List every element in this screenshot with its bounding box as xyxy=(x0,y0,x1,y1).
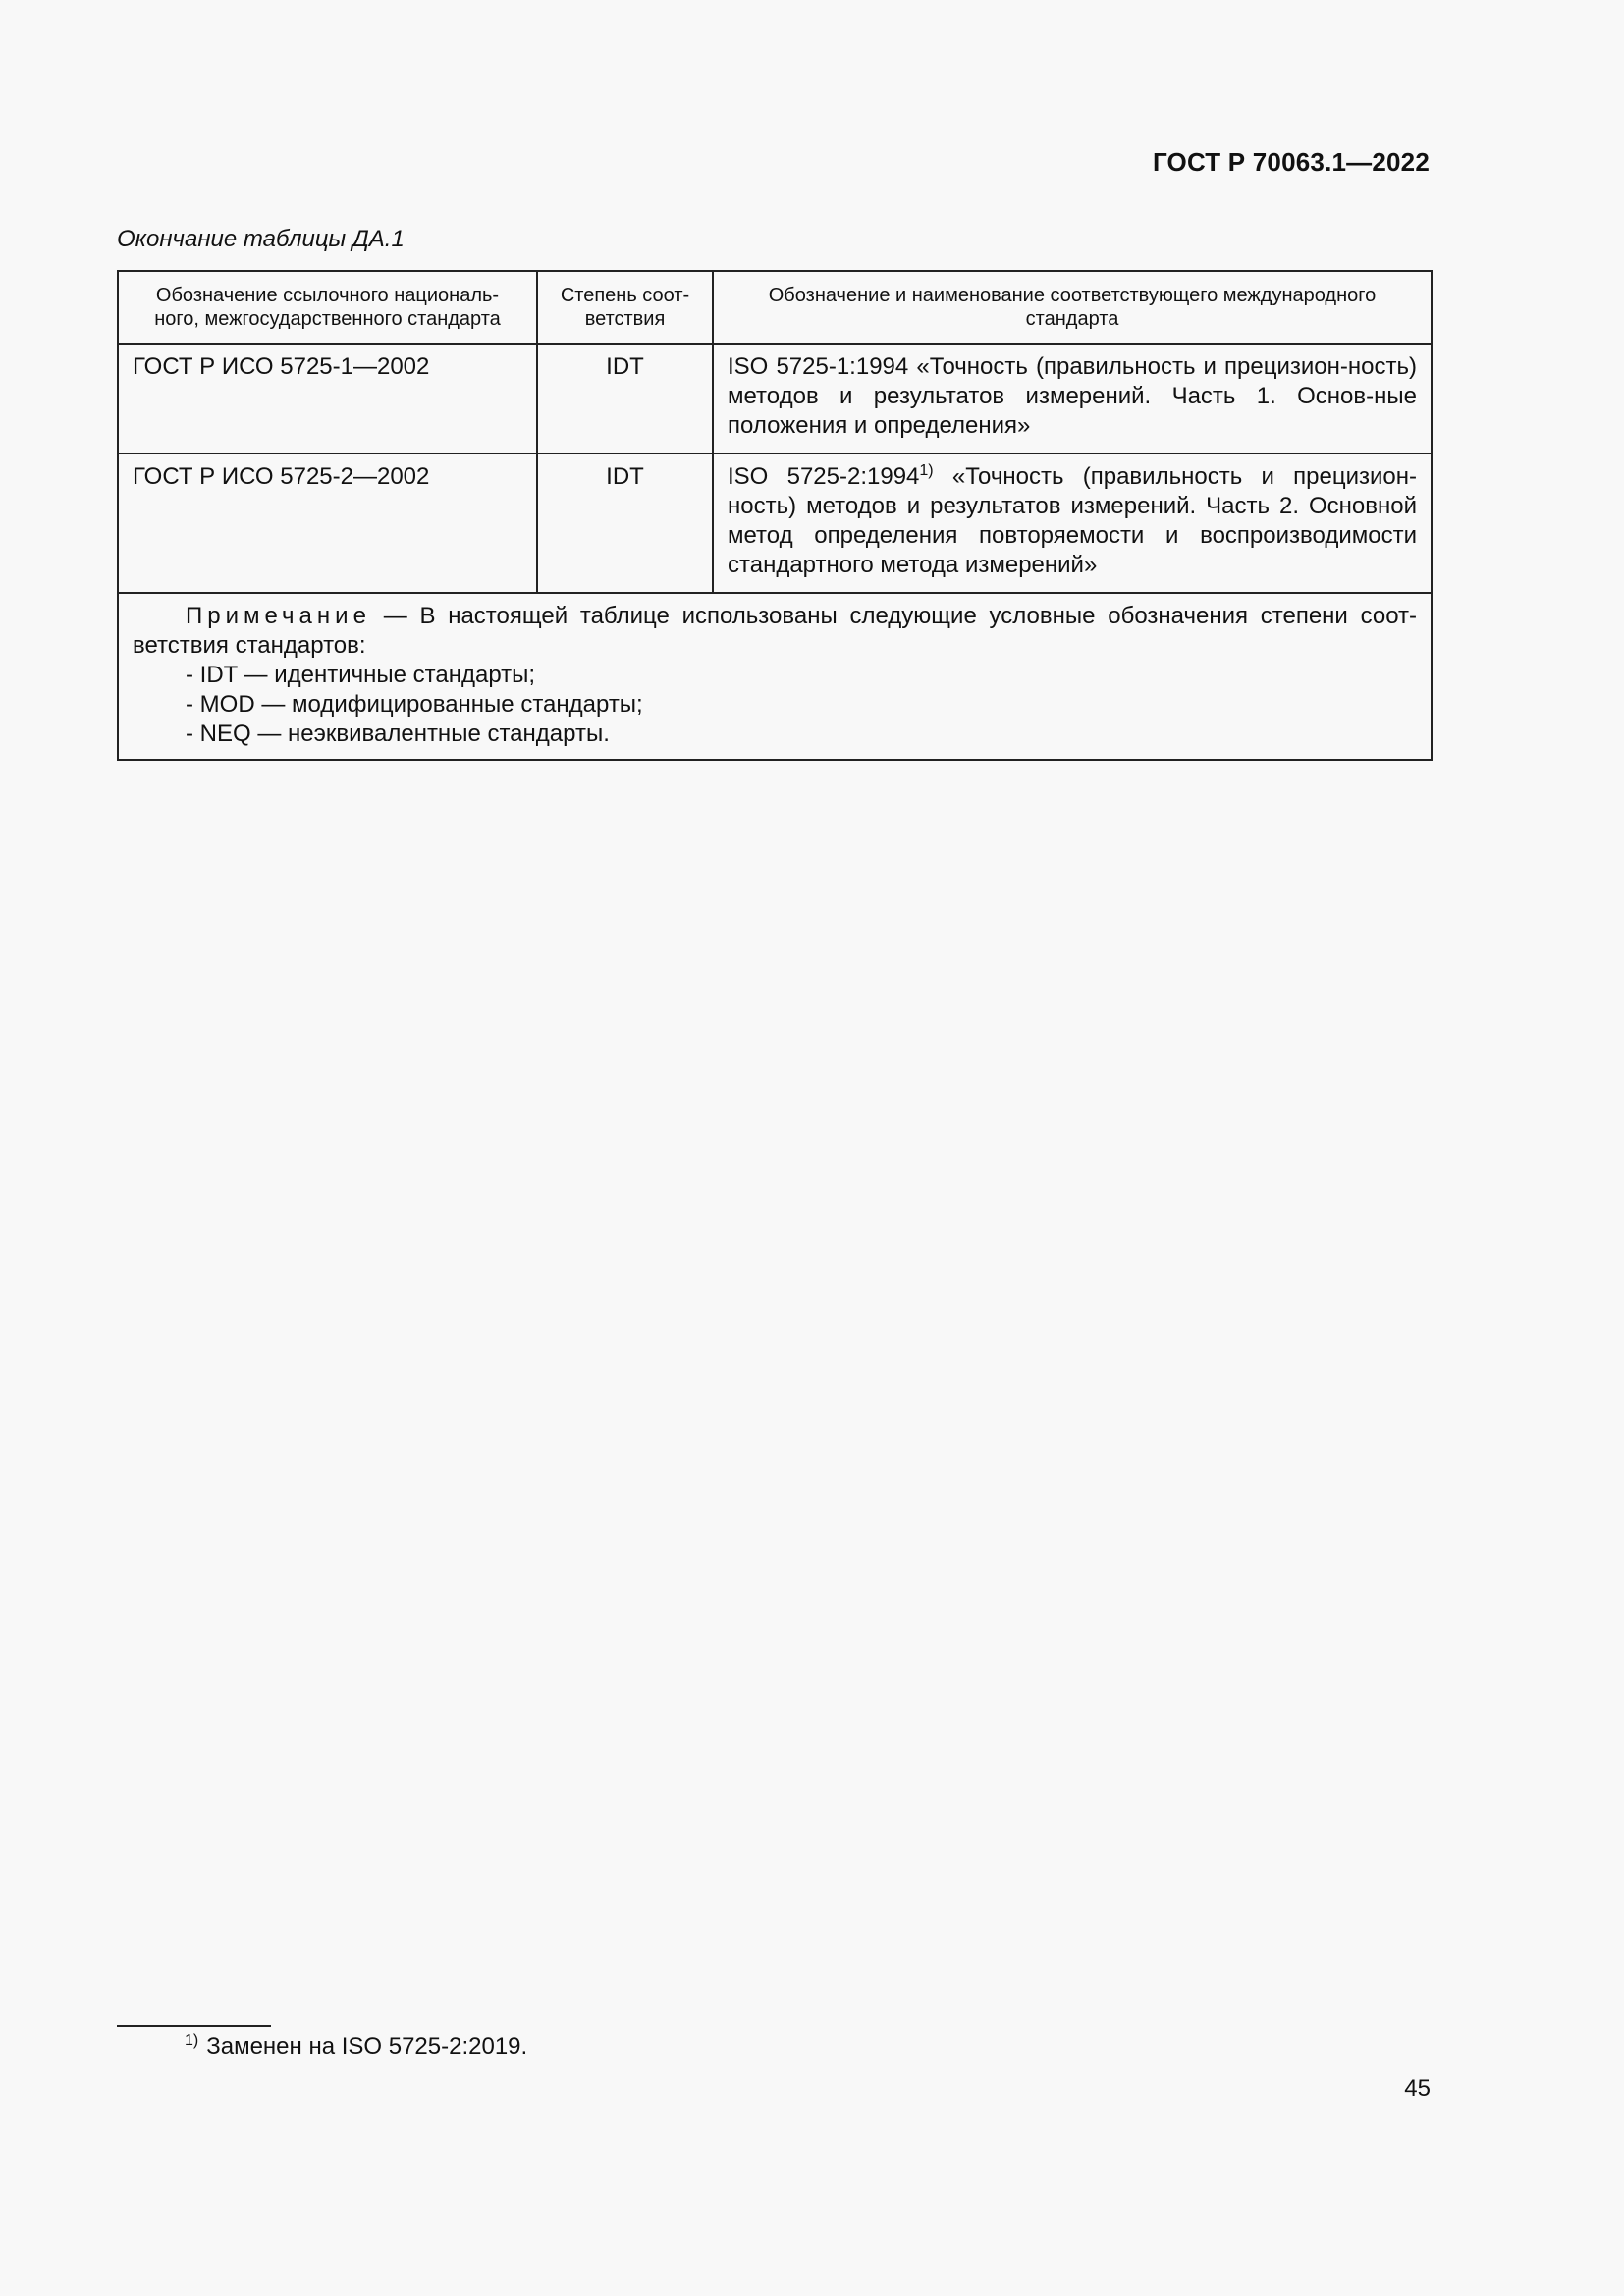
footnote-mark: 1) xyxy=(185,2032,199,2049)
column-header-line: ветствия xyxy=(584,308,666,330)
international-title: «Точность (правильность и прецизион-ность) методов и результатов измерений. Часть 1. Основ-ные положения и определения» xyxy=(728,353,1417,439)
column-header-national xyxy=(118,271,537,344)
international-code: ISO 5725-1:1994 xyxy=(728,353,909,380)
note-item: - MOD — модифицированные стандарты; xyxy=(186,691,643,718)
table-note-row xyxy=(118,593,1432,760)
footnote-text: Заменен на ISO 5725-2:2019. xyxy=(206,2033,528,2059)
column-header-degree xyxy=(537,271,713,344)
column-header-line: Степень соот- xyxy=(560,285,690,306)
table-row xyxy=(118,344,1432,454)
national-standard-cell: ГОСТ Р ИСО 5725-2—2002 xyxy=(118,454,537,593)
degree-cell: IDT xyxy=(537,454,713,593)
footnote xyxy=(185,2032,527,2060)
document-code: ГОСТ Р 70063.1—2022 xyxy=(1152,147,1430,177)
column-header-line: ного, межгосударственного стандарта xyxy=(154,308,501,330)
table-caption: Окончание таблицы ДА.1 xyxy=(117,226,405,252)
degree-cell: IDT xyxy=(537,344,713,454)
international-standard-cell xyxy=(713,454,1432,593)
note-item: - IDT — идентичные стандарты; xyxy=(186,662,536,688)
international-standard-cell xyxy=(713,344,1432,454)
note-label: Примечание xyxy=(186,603,371,629)
footnote-divider xyxy=(117,2025,271,2027)
note-item: - NEQ — неэквивалентные стандарты. xyxy=(186,721,610,747)
international-code: ISO 5725-2:1994 xyxy=(728,463,920,490)
column-header-line: Обозначение и наименование соответствующего международного xyxy=(768,285,1377,306)
note-text: — В настоящей таблице использованы следующие условные обозначения степени соот-ветствия стандартов: xyxy=(133,603,1418,659)
table-note xyxy=(118,593,1432,760)
column-header-international xyxy=(713,271,1432,344)
table-row xyxy=(118,454,1432,593)
page-number: 45 xyxy=(1404,2075,1431,2102)
international-title: «Точность (правильность и прецизион-ность) методов и результатов измерений. Часть 2. Основной метод определения повторяемости и воспроизводимости стандартного метода измерений» xyxy=(728,463,1417,578)
column-header-line: Обозначение ссылочного националь- xyxy=(155,285,500,306)
table-header-row xyxy=(118,271,1432,344)
footnote-reference: 1) xyxy=(919,462,934,479)
column-header-line: стандарта xyxy=(1025,308,1119,330)
national-standard-cell: ГОСТ Р ИСО 5725-1—2002 xyxy=(118,344,537,454)
note-paragraph xyxy=(133,602,1417,661)
standards-table xyxy=(117,270,1433,761)
